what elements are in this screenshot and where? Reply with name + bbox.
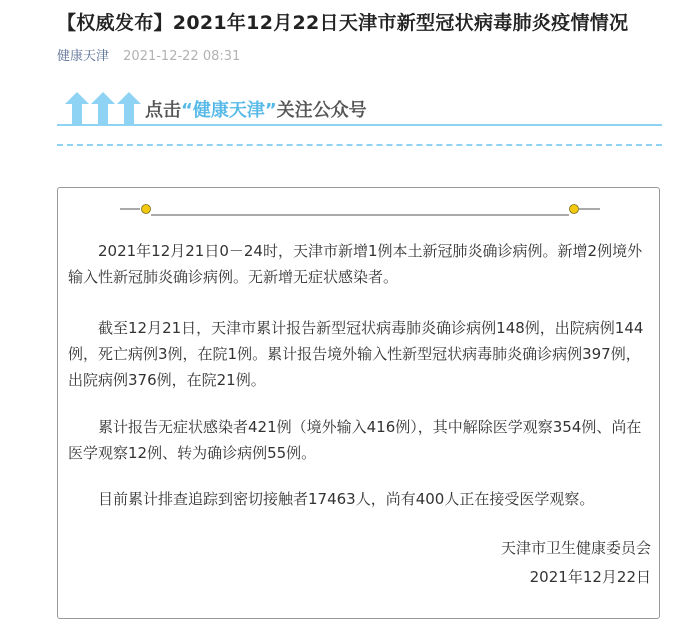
report-paragraph: 2021年12月21日0－24时，天津市新增1例本土新冠肺炎确诊病例。新增2例境外输入性新冠肺炎确诊病例。无新增无症状感染者。 — [68, 242, 643, 286]
dot-line-decoration — [120, 202, 600, 216]
dashed-divider — [57, 144, 662, 146]
report-paragraph: 累计报告无症状感染者421例（境外输入416例），其中解除医学观察354例、尚在医学观察12例、转为确诊病例55例。 — [68, 418, 642, 462]
banner-underline — [57, 124, 662, 126]
report-paragraph: 目前累计排查追踪到密切接触者17463人，尚有400人正在接受医学观察。 — [98, 490, 595, 508]
article-title: 【权威发布】2021年12月22日天津市新型冠状病毒肺炎疫情情况 — [57, 12, 629, 34]
banner-prefix: 点击 — [145, 100, 181, 121]
banner-account-highlight: “健康天津” — [181, 100, 277, 121]
up-arrow-icon — [65, 92, 141, 124]
report-paragraph: 截至12月21日，天津市累计报告新型冠状病毒肺炎确诊病例148例，出院病例144例，死亡病例3例，在院1例。累计报告境外输入性新型冠状病毒肺炎确诊病例397例，出院病例376例，在院21例。 — [68, 319, 644, 389]
follow-banner-text — [145, 96, 367, 122]
article-meta — [57, 45, 240, 64]
content-card — [57, 187, 660, 619]
follow-banner[interactable] — [57, 88, 662, 126]
account-name-link[interactable]: 健康天津 — [57, 49, 110, 64]
signature-date: 2021年12月22日 — [529, 568, 651, 586]
publish-date: 2021-12-22 08:31 — [123, 49, 241, 64]
signature-org: 天津市卫生健康委员会 — [500, 539, 651, 557]
banner-suffix: 关注公众号 — [276, 100, 367, 121]
